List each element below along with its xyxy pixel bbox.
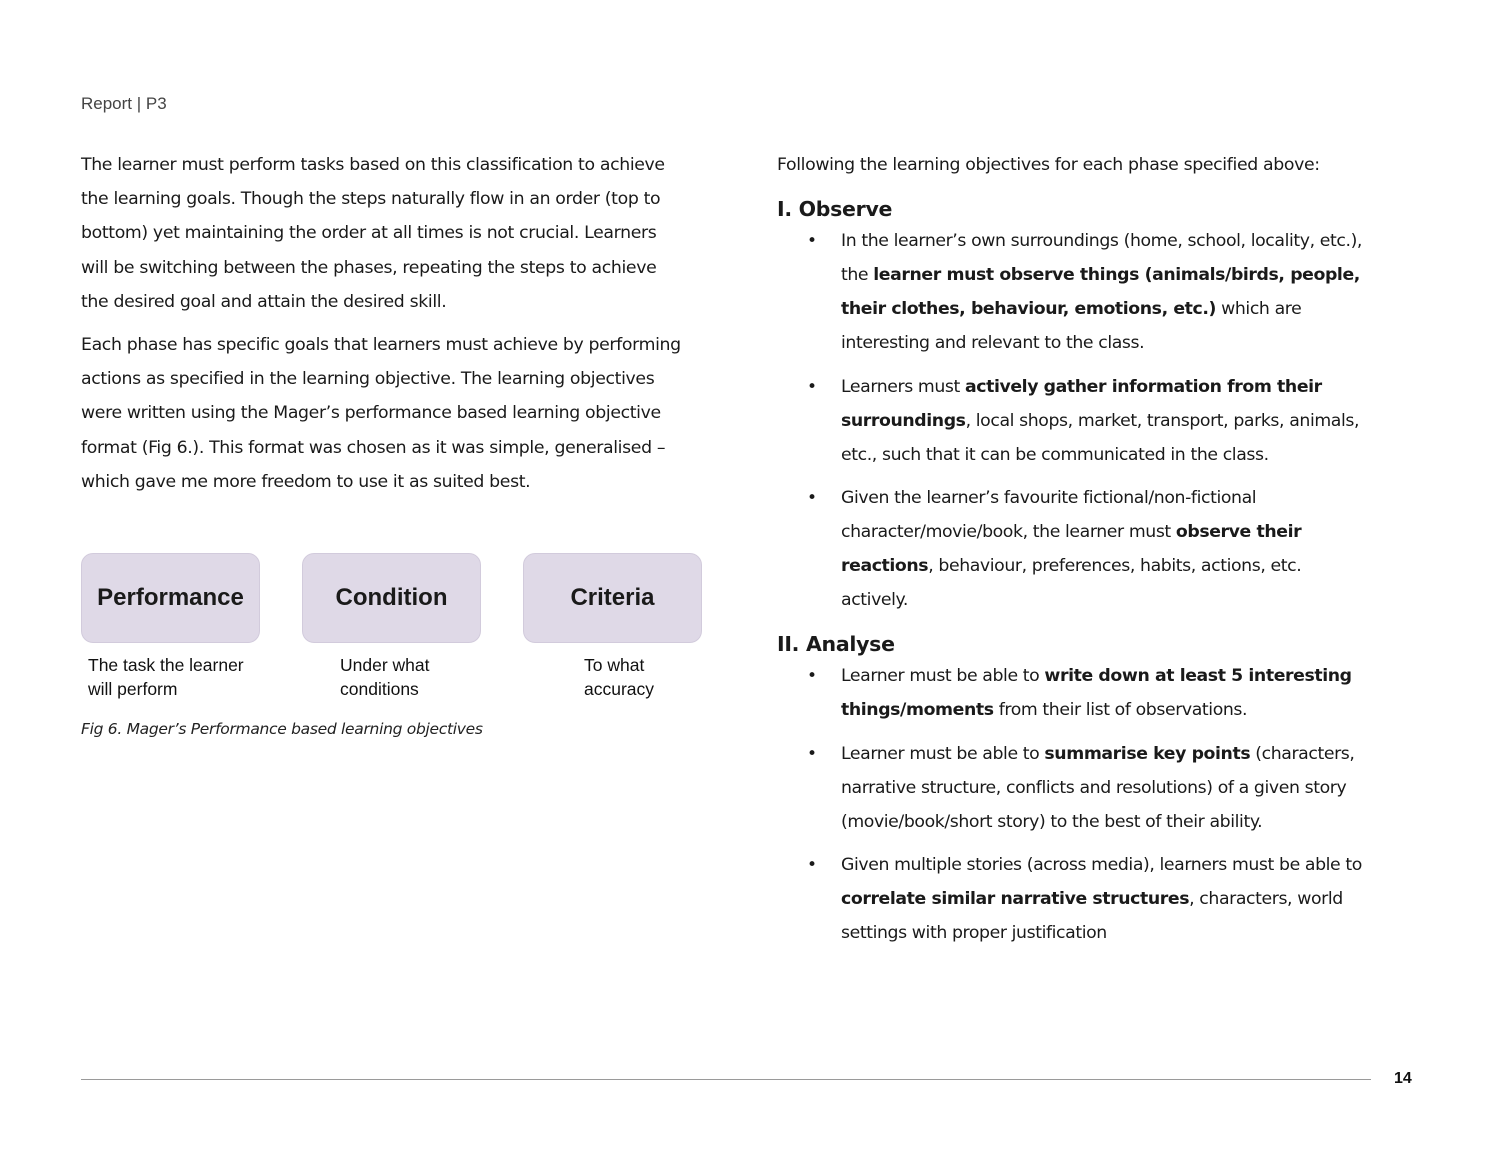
section-heading: II. Analyse — [777, 632, 895, 656]
list-item-text — [841, 488, 1301, 610]
body-text: Given multiple stories (across media), learners must be able to — [841, 855, 1362, 875]
performance-desc-line: will perform — [88, 679, 178, 699]
list-item: • In the learner’s own surroundings (home, school, locality, etc.), the learner must observe things (animals/birds, people, their clothes, behaviour, emotions, etc.) which are interesting and relevant to the class. — [807, 231, 1363, 353]
body-text: Learner must be able to — [841, 666, 1045, 686]
footer-divider — [81, 1079, 1371, 1080]
condition-box: Condition — [302, 553, 481, 643]
body-text: which are interesting and relevant to the class. — [841, 299, 1302, 353]
emphasis-text: actively gather information from their surroundings — [841, 376, 1322, 431]
analyse-list — [777, 659, 1367, 950]
condition-desc-line: Under what — [340, 655, 430, 675]
performance-description — [88, 653, 244, 701]
criteria-box: Criteria — [523, 553, 702, 643]
list-item-text — [841, 855, 1362, 943]
figure-caption: Fig 6. Mager’s Performance based learning objectives — [81, 720, 483, 738]
objectives-intro: Following the learning objectives for each phase specified above: — [777, 155, 1320, 175]
body-text: (characters, narrative structure, conflicts and resolutions) of a given story (movie/book/short story) to the best of their ability. — [841, 743, 1355, 832]
paragraph-classification: The learner must perform tasks based on this classification to achieve the learning goals. Though the steps naturally flow in an order (top to bottom) yet maintaining the order at all times is not crucial. Learners will be switching between the phases, repeating the steps to achieve the desired goal and attain the desired skill. — [81, 155, 665, 312]
body-text: Learners must — [841, 376, 965, 397]
body-text: , characters, world settings with proper justification — [841, 889, 1343, 943]
section-heading: I. Observe — [777, 197, 893, 221]
list-item: • Given the learner’s favourite fictional/non-fictional character/movie/book, the learner must observe their reactions, behaviour, preferences, habits, actions, etc. actively. — [807, 488, 1302, 610]
body-text: from their list of observations. — [993, 700, 1248, 720]
mager-figure — [81, 553, 701, 703]
condition-description — [340, 653, 430, 701]
list-item-text — [841, 231, 1362, 353]
criteria-desc-line: accuracy — [584, 679, 655, 699]
body-text: In the learner’s own surroundings (home, school, locality, etc.), the — [841, 231, 1363, 285]
emphasis-text: write down at least 5 interesting things/moments — [841, 666, 1352, 720]
emphasis-text: observe their reactions — [841, 522, 1302, 576]
page-number: 14 — [1394, 1070, 1412, 1087]
emphasis-text: correlate similar narrative structures — [841, 889, 1190, 909]
left-column — [81, 148, 681, 508]
list-item: • Given multiple stories (across media), learners must be able to correlate similar narrative structures, characters, world settings with proper justification — [807, 855, 1362, 943]
section-observe — [777, 194, 1367, 617]
emphasis-text: learner must observe things (animals/birds, people, their clothes, behaviour, emotions, etc.) — [841, 265, 1360, 319]
observe-list — [777, 224, 1367, 617]
list-item-text — [841, 666, 1352, 720]
paragraph-phase-goals: Each phase has specific goals that learners must achieve by performing actions as specified in the learning objective. The learning objectives were written using the Mager’s performance based learning objective format (Fig 6.). This format was chosen as it was simple, generalised – which gave me more freedom to use it as suited best. — [81, 335, 681, 492]
right-column — [777, 148, 1367, 960]
body-text: Given the learner’s favourite fictional/non-fictional character/movie/book, the learner must — [841, 488, 1257, 542]
list-item-text — [841, 744, 1355, 832]
list-item: • Learner must be able to write down at least 5 interesting things/moments from their list of observations. — [807, 666, 1352, 720]
report-header: Report | P3 — [81, 94, 167, 113]
body-text: Learner must be able to — [841, 743, 1045, 764]
list-item-text — [841, 377, 1359, 465]
list-item: • Learners must actively gather information from their surroundings, local shops, market, transport, parks, animals, etc., such that it can be communicated in the class. — [807, 376, 1360, 465]
body-text: , local shops, market, transport, parks, animals, etc., such that it can be communicated in the class. — [841, 410, 1360, 465]
performance-desc-line: The task the learner — [88, 655, 244, 675]
list-item: • Learner must be able to summarise key points (characters, narrative structure, conflicts and resolutions) of a given story (movie/book/short story) to the best of their ability. — [807, 743, 1355, 832]
criteria-description — [584, 653, 654, 701]
body-text: , behaviour, preferences, habits, actions, etc. actively. — [841, 556, 1302, 610]
criteria-desc-line: To what — [584, 655, 645, 675]
performance-box: Performance — [81, 553, 260, 643]
condition-desc-line: conditions — [340, 679, 419, 699]
section-analyse — [777, 629, 1367, 950]
emphasis-text: summarise key points — [1044, 743, 1251, 764]
